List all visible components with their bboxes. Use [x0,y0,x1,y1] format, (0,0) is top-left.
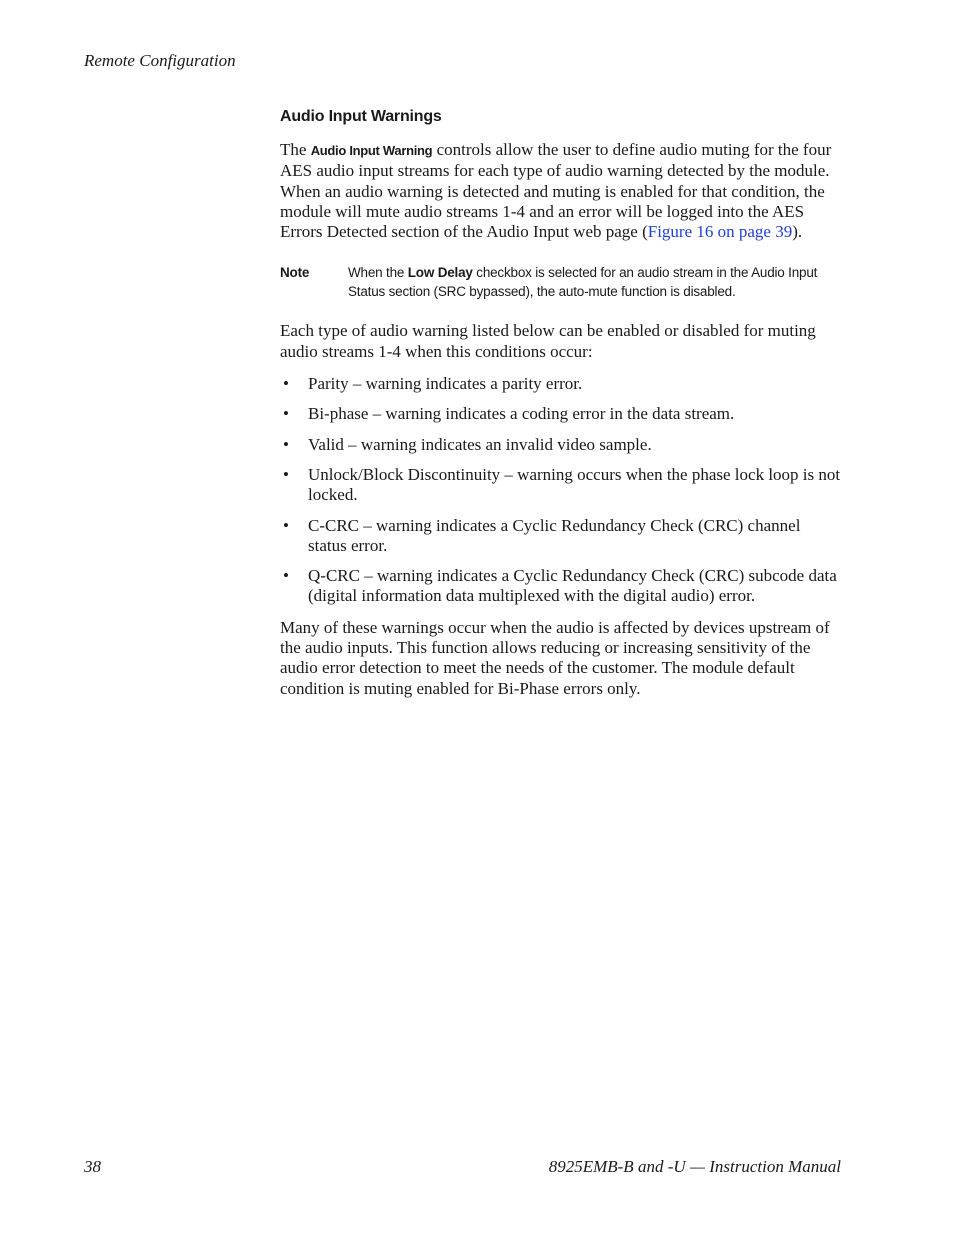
intro-text-middle: controls allow the user to define audio muting for the four AES audio input streams for each type of audio warning detected by the module. When an audio warning is detected and muting is enabled for that condition, the module will mute audio streams 1-4 and an error will be logged into the AES Errors Detected section of the Audio Input web page ( [280,140,832,242]
list-item-text: Q-CRC – warning indicates a Cyclic Redundancy Check (CRC) subcode data (digital information data multiplexed with the digital audio) error. [308,566,837,606]
section-heading: Audio Input Warnings [280,108,442,125]
page-number: 38 [84,1157,101,1176]
intro-paragraph [280,140,842,242]
note-text [348,263,842,301]
manual-title: 8925EMB-B and -U — Instruction Manual [548,1157,841,1176]
note-text-start: When the [348,265,408,281]
ui-term-audio-input-warning: Audio Input Warning [310,143,433,158]
list-item [280,566,842,607]
bullet-icon: • [283,464,289,484]
list-item [280,435,842,455]
bullet-icon: • [283,404,289,424]
closing-paragraph: Many of these warnings occur when the audio is affected by devices upstream of the audio inputs. This function allows reducing or increasing sensitivity of the audio error detection to meet the needs of the customer. The module default condition is muting enabled for Bi-Phase errors only. [280,617,830,698]
list-item-text: Bi-phase – warning indicates a coding error in the data stream. [308,404,735,424]
bullet-icon: • [283,434,289,454]
warnings-intro-paragraph: Each type of audio warning listed below can be enabled or disabled for muting audio streams 1-4 when this conditions occur: [280,321,816,361]
figure-16-link[interactable]: Figure 16 on page 39 [647,222,793,242]
running-header: Remote Configuration [84,51,236,70]
list-item [280,465,842,506]
list-item [280,374,842,394]
list-item-text: C-CRC – warning indicates a Cyclic Redundancy Check (CRC) channel status error. [308,515,801,555]
intro-text-end: ). [792,222,803,242]
list-item [280,516,842,557]
note-block [280,263,842,301]
intro-text-start: The [280,140,311,159]
ui-term-low-delay: Low Delay [407,265,473,281]
list-item-text: Unlock/Block Discontinuity – warning occurs when the phase lock loop is not locked. [308,464,841,505]
main-content [280,106,842,699]
list-item-text: Valid – warning indicates an invalid video sample. [308,434,652,454]
bullet-icon: • [283,515,289,535]
list-item-text: Parity – warning indicates a parity error. [308,374,583,394]
note-label: Note [280,265,310,281]
bullet-icon: • [283,566,289,586]
note-text-end: checkbox is selected for an audio stream in the Audio Input Status section (SRC bypassed), the auto-mute function is disabled. [348,265,818,300]
bullet-icon: • [283,374,289,394]
warning-types-list [280,374,842,607]
list-item [280,404,842,424]
